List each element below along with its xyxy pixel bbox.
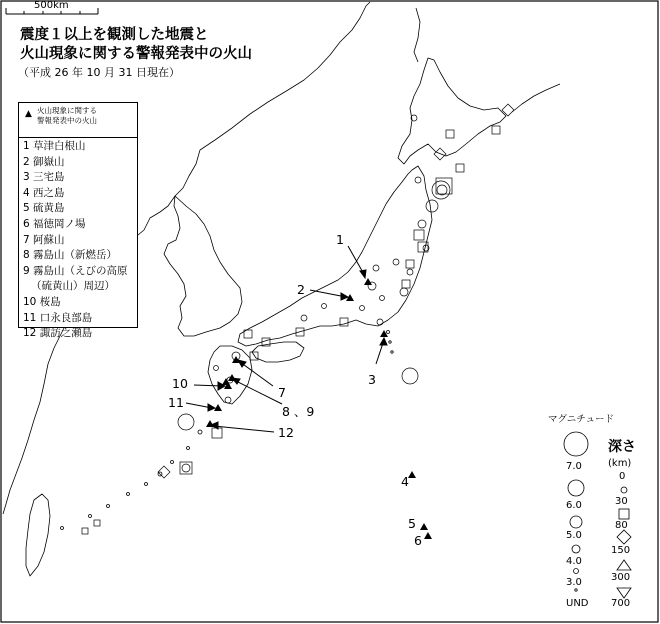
depth-value: 30 xyxy=(615,496,628,507)
volcano-list xyxy=(23,139,128,342)
magnitude-value: 5.0 xyxy=(566,530,582,541)
label-volcano-10: 10 xyxy=(172,376,188,391)
magnitude-value: 3.0 xyxy=(566,577,582,588)
volcano-4-icon xyxy=(408,471,416,478)
map-date: （平成 26 年 10 月 31 日現在） xyxy=(18,66,180,79)
label-volcano-6: 6 xyxy=(414,533,422,548)
depth-value: 700 xyxy=(611,598,631,609)
volcano-legend xyxy=(18,102,138,340)
label-volcano-4: 4 xyxy=(401,474,409,489)
shikoku xyxy=(252,342,304,362)
depth-value: 300 xyxy=(611,572,631,583)
map-title-line1: 震度１以上を観測した地震と xyxy=(20,27,209,43)
list-item: 1 草津白根山 xyxy=(23,140,86,152)
taiwan xyxy=(26,494,50,576)
label-volcano-8-9: 8 、9 xyxy=(282,404,315,419)
label-volcano-5: 5 xyxy=(408,516,416,531)
depth-value: 150 xyxy=(611,545,631,556)
magnitude-legend-symbols xyxy=(564,432,588,591)
depth-legend-title: 深さ xyxy=(608,439,636,455)
legend-header-line1: 火山現象に関する xyxy=(37,106,97,115)
label-volcano-7: 7 xyxy=(278,385,286,400)
korean-peninsula xyxy=(164,196,242,336)
honshu xyxy=(238,166,432,346)
list-item: 3 三宅島 xyxy=(23,171,65,184)
volcano-legend-header xyxy=(19,103,137,138)
depth-legend-unit: (km) xyxy=(608,458,632,469)
magnitude-value: 6.0 xyxy=(566,500,582,511)
volcano-11-icon xyxy=(214,404,222,411)
triangle-icon: ▲ xyxy=(25,109,32,119)
legend-header-line2: 警報発表中の火山 xyxy=(37,116,97,125)
list-item: 5 硫黄島 xyxy=(23,202,65,215)
magnitude-legend-title: マグニチュード xyxy=(548,414,615,425)
scale-label: 500km xyxy=(34,0,69,11)
map-title-line2: 火山現象に関する警報発表中の火山 xyxy=(20,46,252,62)
hokkaido xyxy=(398,58,506,164)
list-item: 6 福徳岡ノ場 xyxy=(23,217,86,230)
list-item: 4 西之島 xyxy=(23,186,65,199)
kyushu xyxy=(208,346,252,404)
undetermined-label: UND xyxy=(566,598,589,609)
list-item: 12 諏訪之瀬島 xyxy=(23,327,93,340)
earthquake-markers xyxy=(82,104,514,534)
list-item: 8 霧島山（新燃岳） xyxy=(23,249,118,262)
volcano-5-icon xyxy=(420,523,428,530)
depth-value: 0 xyxy=(619,471,626,482)
magnitude-value: 4.0 xyxy=(566,556,582,567)
label-volcano-11: 11 xyxy=(168,395,184,410)
label-volcano-3: 3 xyxy=(368,372,376,387)
volcano-6-icon xyxy=(424,532,432,539)
volcano-markers xyxy=(206,278,432,539)
list-item: （硫黄山）周辺） xyxy=(31,280,115,293)
list-item: 2 御嶽山 xyxy=(23,155,65,168)
depth-value: 80 xyxy=(615,520,628,531)
sakhalin xyxy=(414,8,420,62)
list-item: 7 阿蘇山 xyxy=(23,233,65,246)
label-volcano-2: 2 xyxy=(297,282,305,297)
list-item: 9 霧島山（えびの高原 xyxy=(23,264,128,277)
magnitude-value: 7.0 xyxy=(566,461,582,472)
list-item: 11 口永良部島 xyxy=(23,311,93,324)
list-item: 10 桜島 xyxy=(23,295,61,308)
label-volcano-12: 12 xyxy=(278,425,294,440)
label-volcano-1: 1 xyxy=(336,232,344,247)
kuril-islands xyxy=(512,84,560,112)
